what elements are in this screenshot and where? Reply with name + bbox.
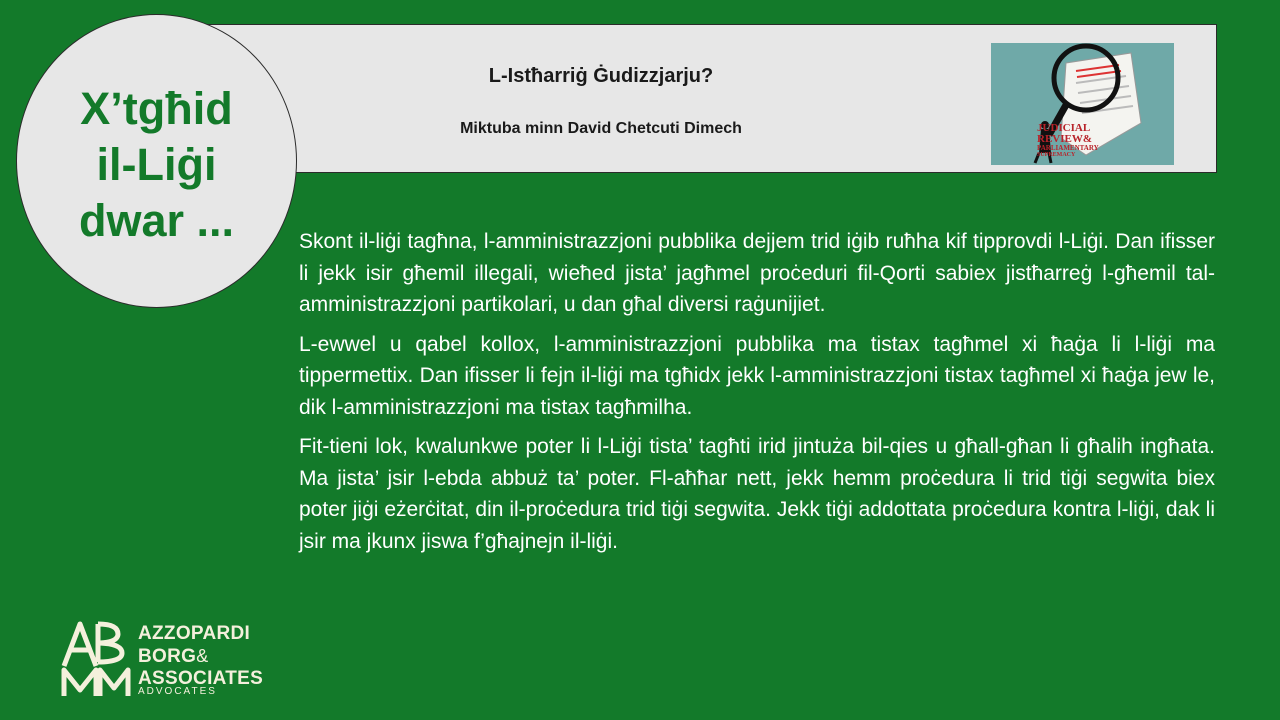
firm-name-line3: ASSOCIATES <box>138 668 264 689</box>
topic-line2: il-Liġi <box>96 139 217 190</box>
article-author: Miktuba minn David Chetcuti Dimech <box>460 120 742 137</box>
abm-monogram-icon <box>60 620 132 700</box>
thumbnail-line4: SUPREMACY <box>1037 152 1076 158</box>
topic-line3: dwar ... <box>78 195 235 246</box>
firm-name <box>138 623 263 690</box>
topic-heading <box>17 81 296 249</box>
thumbnail-line2: REVIEW& <box>1037 133 1093 145</box>
topic-line1: X’tgħid <box>80 83 233 134</box>
firm-name-line1: AZZOPARDI <box>138 623 251 644</box>
firm-name-line2 <box>138 645 263 668</box>
paragraph-1: Skont il-liġi tagħna, l-amministrazzjoni pubblika dejjem trid iġib ruħha kif tipprovdi l-Liġi. Dan ifisser li jekk isir għemil illegali, wieħed jista’ jagħmel proċeduri fil-Qorti sabiex jistħarreġ l-għemil tal-amministrazzjoni partikolari, u dan għal diversi raġunijiet. <box>299 230 1215 316</box>
article-body <box>299 226 1215 565</box>
paragraph-2: L-ewwel u qabel kollox, l-amministrazzjoni pubblika ma tistax tagħmel xi ħaġa li l-liġi ma tippermettix. Dan ifisser li fejn il-liġi ma tgħidx jekk l-amministrazzjoni tistax tagħmel xi ħaġa jew le, dik l-amministrazzjoni ma tistax tagħmilha. <box>299 332 1215 419</box>
firm-name-borg: BORG <box>138 646 197 667</box>
thumbnail-line1: JUDICIAL <box>1037 122 1091 134</box>
firm-subtitle: ADVOCATES <box>138 686 217 697</box>
thumbnail-caption <box>1037 123 1099 158</box>
topic-circle <box>16 14 297 308</box>
header-panel <box>200 24 1217 173</box>
thumbnail-line3: PARLIAMENTARY <box>1037 144 1099 152</box>
firm-name-ampersand: & <box>196 646 209 666</box>
firm-logo <box>60 620 320 700</box>
article-title: L-Istħarriġ Ġudizzjarju? <box>488 65 714 87</box>
article-thumbnail <box>991 43 1174 165</box>
paragraph-3: Fit-tieni lok, kwalunkwe poter li l-Liġi tista’ tagħti irid jintuża bil-qies u għall-għan li għalih ingħata. Ma jista’ jsir l-ebda abbuż ta’ poter. Fl-aħħar nett, jekk hemm proċedura li trid tiġi segwita biex poter jiġi eżerċitat, din il-proċedura trid tiġi segwita. Jekk tiġi addottata proċedura kontra l-liġi, dak li jsir ma jkunx jiswa f’għajnejn il-liġi. <box>299 435 1215 553</box>
